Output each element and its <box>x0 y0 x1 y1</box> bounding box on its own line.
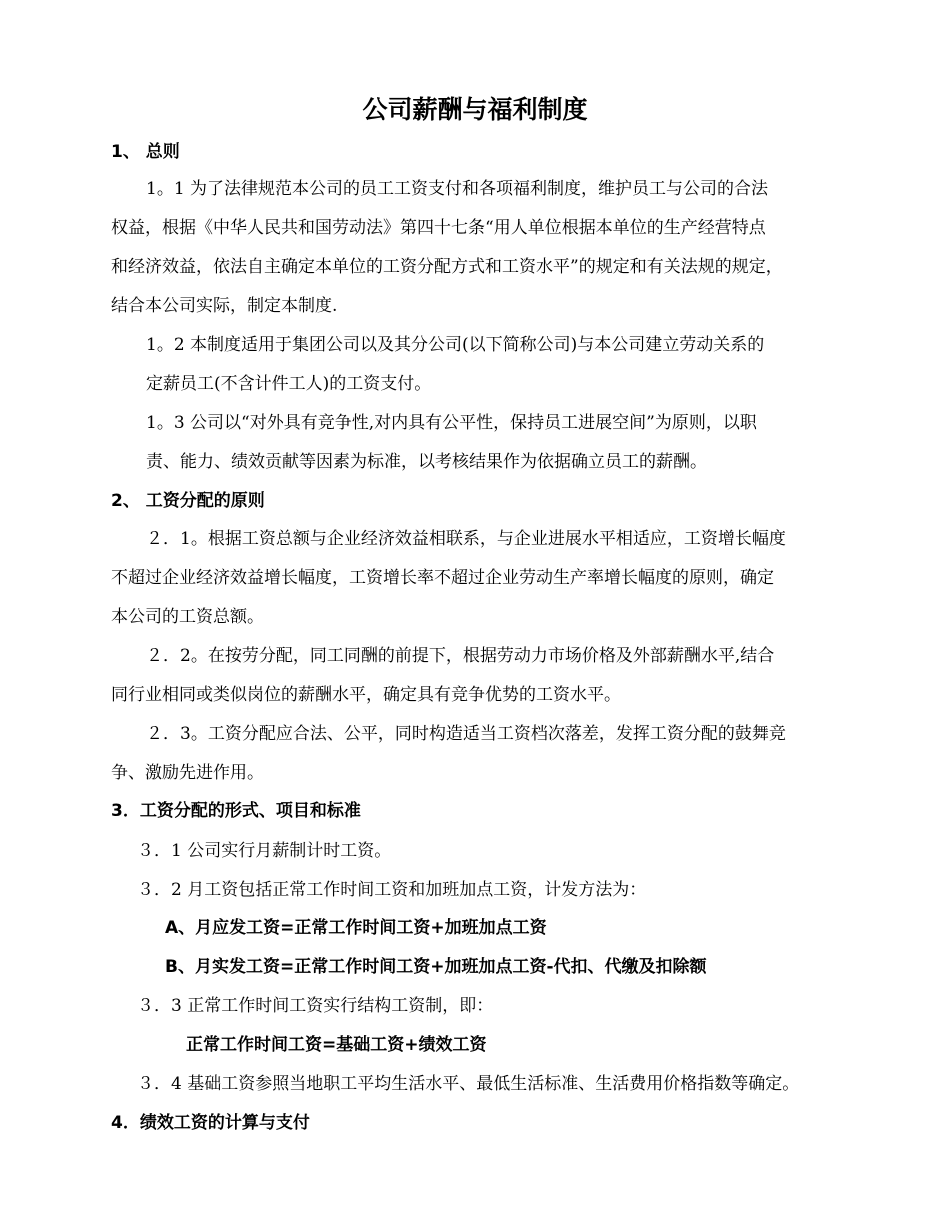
formula-line: A、月应发工资=正常工作时间工资+加班加点工资 <box>165 918 547 938</box>
paragraph-line: ２．2。在按劳分配，同工同酬的前提下，根据劳动力市场价格及外部薪酬水平,结合 <box>146 646 775 666</box>
paragraph-line: ３．3 正常工作时间工资实行结构工资制，即： <box>137 996 494 1016</box>
paragraph-line: ３．1 公司实行月薪制计时工资。 <box>137 841 392 861</box>
paragraph-line: 结合本公司实际，制定本制度. <box>111 296 338 316</box>
section-heading-4: 4．绩效工资的计算与支付 <box>111 1113 310 1133</box>
section-heading-3: 3．工资分配的形式、项目和标准 <box>111 801 361 821</box>
paragraph-line: 权益，根据《中华人民共和国劳动法》第四十七条“用人单位根据本单位的生产经营特点 <box>111 218 766 238</box>
section-heading-1: 1、 总则 <box>111 142 180 162</box>
formula-line: B、月实发工资=正常工作时间工资+加班加点工资-代扣、代缴及扣除额 <box>165 957 707 977</box>
paragraph-line: ２．1。根据工资总额与企业经济效益相联系，与企业进展水平相适应，工资增长幅度 <box>146 529 786 549</box>
paragraph-line: 责、能力、绩效贡献等因素为标准，以考核结果作为依据确立员工的薪酬。 <box>146 452 707 472</box>
paragraph-line: 同行业相同或类似岗位的薪酬水平，确定具有竞争优势的工资水平。 <box>111 685 621 705</box>
paragraph-line: 1。1 为了法律规范本公司的员工工资支付和各项福利制度，维护员工与公司的合法 <box>146 179 769 199</box>
page-title: 公司薪酬与福利制度 <box>362 95 588 124</box>
paragraph-line: 本公司的工资总额。 <box>111 607 264 627</box>
paragraph-line: 争、激励先进作用。 <box>111 763 264 783</box>
formula-line: 正常工作时间工资=基础工资+绩效工资 <box>186 1035 487 1055</box>
section-heading-2: 2、 工资分配的原则 <box>111 491 265 511</box>
paragraph-line: ２．3。工资分配应合法、公平，同时构造适当工资档次落差，发挥工资分配的鼓舞竞 <box>146 724 786 744</box>
paragraph-line: 1。2 本制度适用于集团公司以及其分公司(以下简称公司)与本公司建立劳动关系的 <box>146 335 765 355</box>
paragraph-line: 1。3 公司以“对外具有竞争性,对内具有公平性，保持员工进展空间”为原则，以职 <box>146 413 757 433</box>
paragraph-line: 定薪员工(不含计件工人)的工资支付。 <box>146 374 432 394</box>
paragraph-line: 和经济效益，依法自主确定本单位的工资分配方式和工资水平”的规定和有关法规的规定， <box>111 257 783 277</box>
paragraph-line: 不超过企业经济效益增长幅度，工资增长率不超过企业劳动生产率增长幅度的原则，确定 <box>111 568 774 588</box>
paragraph-line: ３．4 基础工资参照当地职工平均生活水平、最低生活标准、生活费用价格指数等确定。 <box>137 1074 800 1094</box>
paragraph-line: ３．2 月工资包括正常工作时间工资和加班加点工资，计发方法为： <box>137 880 647 900</box>
